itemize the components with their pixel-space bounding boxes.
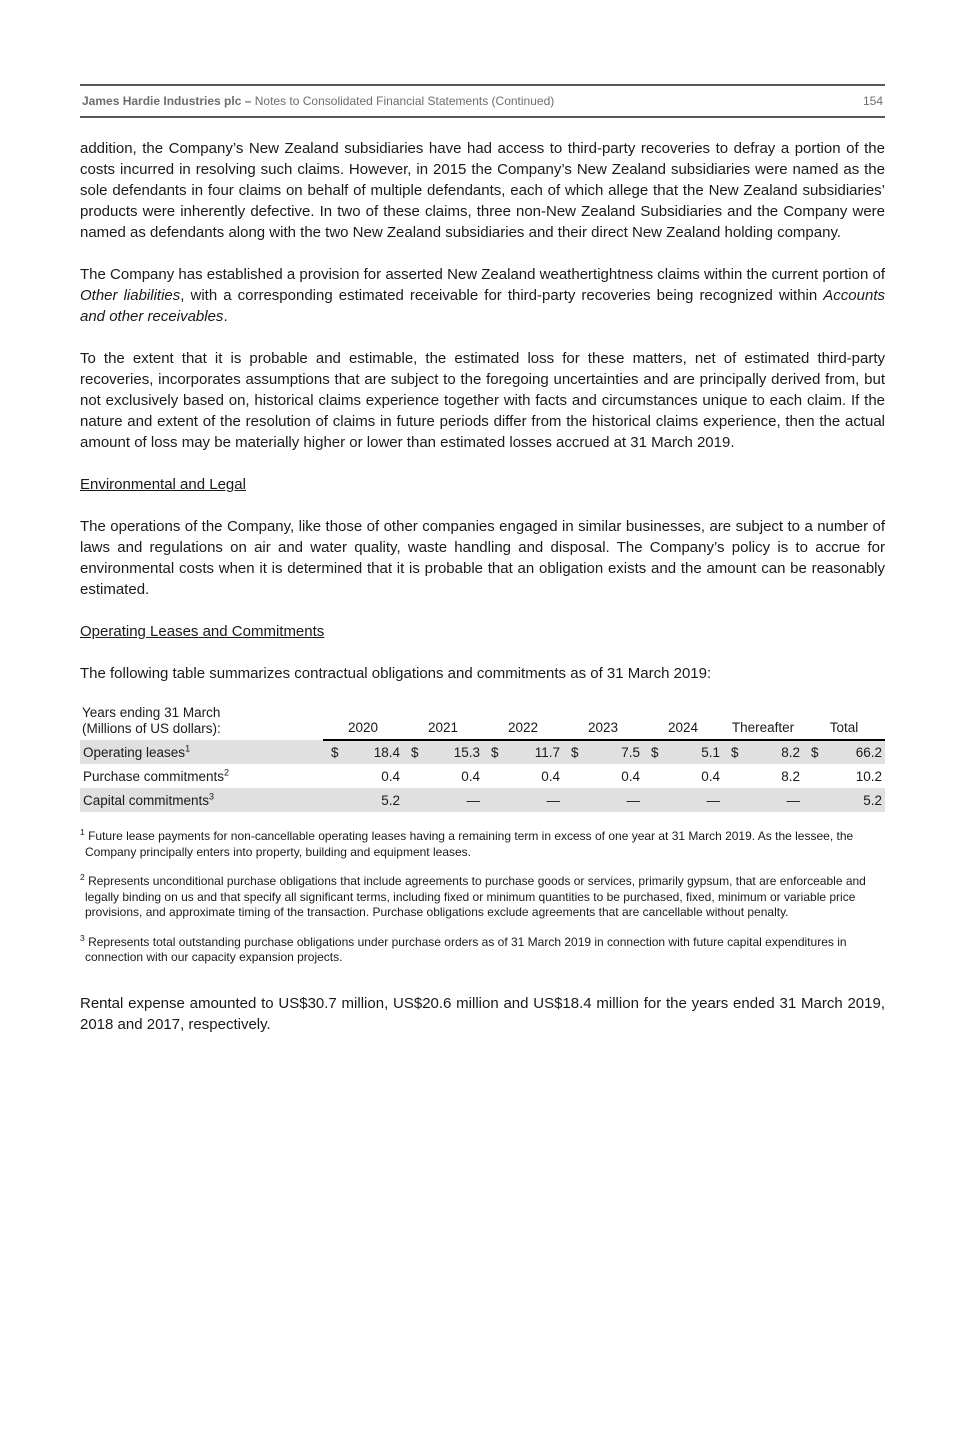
value-cell: 8.2 xyxy=(781,768,800,784)
column-header-2022: 2022 xyxy=(483,705,563,740)
paragraph-provision-text: The Company has established a provision for asserted New Zealand weathertightness claims within the current portion of xyxy=(80,266,885,283)
value-cell: 5.2 xyxy=(381,792,400,808)
paragraph-provision-text: . xyxy=(223,308,228,325)
currency-cell: $ xyxy=(491,745,499,760)
value-cell: 5.1 xyxy=(701,745,720,760)
currency-cell xyxy=(803,788,823,812)
value-cell: 0.4 xyxy=(541,768,560,784)
currency-cell xyxy=(563,788,583,812)
commitments-table xyxy=(80,705,885,812)
currency-cell: $ xyxy=(651,745,659,760)
row-label-text: Purchase commitments xyxy=(83,768,225,784)
currency-cell xyxy=(403,764,423,788)
value-cell: — xyxy=(466,792,480,808)
currency-cell xyxy=(323,788,343,812)
row-label xyxy=(80,740,323,764)
paragraph-provision-text: , with a corresponding estimated receivable for third-party recoveries being recognized within xyxy=(180,287,824,304)
italic-accounts-receivables: Accounts and other receivables xyxy=(80,287,885,325)
header-title xyxy=(82,94,554,108)
footnote-3 xyxy=(80,932,885,966)
paragraph-provision xyxy=(80,264,885,327)
paragraph-rental-expense: Rental expense amounted to US$30.7 million, US$20.6 million and US$18.4 million for the years ended 31 March 2019, 2018 and 2017, respectively. xyxy=(80,994,885,1033)
page-number: 154 xyxy=(862,94,883,108)
paragraph-nz-claims: addition, the Company’s New Zealand subsidiaries have had access to third-party recoveries to defray a portion of the costs incurred in resolving such claims. However, in 2015 the Company’s New Zealand subsidiaries were named as the sole defendants in four claims on behalf of multiple defendants, each of which allege that the New Zealand subsidiaries’ products were inherently defective. In two of these claims, three non-New Zealand Subsidiaries and the Company were named as defendants along with the two New Zealand subsidiaries and their direct New Zealand holding company. xyxy=(80,140,885,241)
currency-cell: $ xyxy=(811,745,819,760)
row-label-text: Operating leases xyxy=(83,744,186,760)
value-cell: 5.2 xyxy=(863,792,882,808)
row-label xyxy=(80,764,323,788)
row-label-text: Capital commitments xyxy=(83,792,210,808)
footnote-marker: 3 xyxy=(209,791,215,801)
value-cell: — xyxy=(626,792,640,808)
row-label xyxy=(80,788,323,812)
table-caption xyxy=(80,705,323,740)
currency-cell xyxy=(643,788,663,812)
heading-environmental-legal: Environmental and Legal xyxy=(80,476,246,493)
table-row-purchase-commitments xyxy=(80,764,885,788)
footnote-1-marker: 1 xyxy=(80,827,85,837)
value-cell: 0.4 xyxy=(621,768,640,784)
paragraph-table-intro: The following table summarizes contractual obligations and commitments as of 31 March 2019: xyxy=(80,665,712,682)
value-cell: 0.4 xyxy=(461,768,480,784)
footnote-2-marker: 2 xyxy=(80,872,85,882)
currency-cell xyxy=(643,764,663,788)
footnote-3-text: Represents total outstanding purchase obligations under purchase orders as of 31 March 2019 in connection with future capital expenditures in connection with our capacity expansion projects. xyxy=(84,934,847,964)
heading-operating-leases: Operating Leases and Commitments xyxy=(80,623,325,640)
value-cell: 8.2 xyxy=(781,745,800,760)
value-cell: 0.4 xyxy=(381,768,400,784)
currency-cell xyxy=(803,764,823,788)
value-cell: — xyxy=(706,792,720,808)
footnote-2-text: Represents unconditional purchase obligations that include agreements to purchase goods or services, primarily gypsum, that are enforceable and legally binding on us and that specify all significant terms, including fixed or minimum quantities to be purchased, fixed, minimum or variable price provisions, and approximate timing of the transaction. Purchase obligations exclude agreements that are cancellable without penalty. xyxy=(84,874,866,919)
currency-cell xyxy=(483,788,503,812)
currency-cell xyxy=(723,788,745,812)
column-header-2021: 2021 xyxy=(403,705,483,740)
column-header-total: Total xyxy=(803,705,885,740)
page-content xyxy=(80,138,885,1035)
currency-cell xyxy=(723,764,745,788)
value-cell: 7.5 xyxy=(621,745,640,760)
value-cell: 11.7 xyxy=(534,745,560,760)
running-header xyxy=(80,84,885,118)
italic-other-liabilities: Other liabilities xyxy=(80,287,181,304)
column-header-2020: 2020 xyxy=(323,705,403,740)
value-cell: — xyxy=(786,792,800,808)
column-header-thereafter: Thereafter xyxy=(723,705,803,740)
value-cell: 18.4 xyxy=(373,745,400,760)
table-caption-line2: (Millions of US dollars): xyxy=(82,721,221,736)
value-cell: — xyxy=(546,792,560,808)
value-cell: 10.2 xyxy=(855,768,882,784)
table-header-row xyxy=(80,705,885,740)
table-caption-line1: Years ending 31 March xyxy=(82,705,221,720)
footnote-1 xyxy=(80,829,885,860)
currency-cell: $ xyxy=(331,745,339,760)
footnote-marker: 1 xyxy=(185,743,191,753)
footnote-1-text: Future lease payments for non-cancellable operating leases having a remaining term in excess of one year at 31 March 2019. As the lessee, the Company principally enters into property, building and equipment leases. xyxy=(84,829,854,859)
column-header-2023: 2023 xyxy=(563,705,643,740)
currency-cell xyxy=(403,788,423,812)
header-subtitle: Notes to Consolidated Financial Statements (Continued) xyxy=(251,94,555,108)
footnote-3-marker: 3 xyxy=(80,932,85,943)
company-name: James Hardie Industries plc – xyxy=(82,94,252,108)
value-cell: 0.4 xyxy=(701,768,720,784)
currency-cell xyxy=(483,764,503,788)
currency-cell: $ xyxy=(411,745,419,760)
footnote-2 xyxy=(80,874,885,921)
currency-cell: $ xyxy=(731,745,739,760)
document-page xyxy=(0,84,965,1035)
paragraph-estimated-loss: To the extent that it is probable and estimable, the estimated loss for these matters, net of estimated third-party recoveries, incorporates assumptions that are subject to the foregoing uncertainties and are principally derived from, but not exclusively based on, historical claims experience together with facts and circumstances unique to each claim. If the nature and extent of the resolution of claims in future periods differ from the historical claims experience, then the actual amount of loss may be materially higher or lower than estimated losses accrued at 31 March 2019. xyxy=(80,350,885,451)
table-row-capital-commitments xyxy=(80,788,885,812)
currency-cell: $ xyxy=(571,745,579,760)
table-row-operating-leases xyxy=(80,740,885,764)
column-header-2024: 2024 xyxy=(643,705,723,740)
footnote-marker: 2 xyxy=(224,767,230,777)
paragraph-environmental: The operations of the Company, like those of other companies engaged in similar businesses, are subject to a number of laws and regulations on air and water quality, waste handling and disposal. The Company’s policy is to accrue for environmental costs when it is determined that it is probable that an obligation exists and the amount can be reasonably estimated. xyxy=(80,518,885,598)
footnotes-section xyxy=(80,829,885,966)
currency-cell xyxy=(323,764,343,788)
value-cell: 66.2 xyxy=(855,745,882,760)
currency-cell xyxy=(563,764,583,788)
value-cell: 15.3 xyxy=(453,745,480,760)
